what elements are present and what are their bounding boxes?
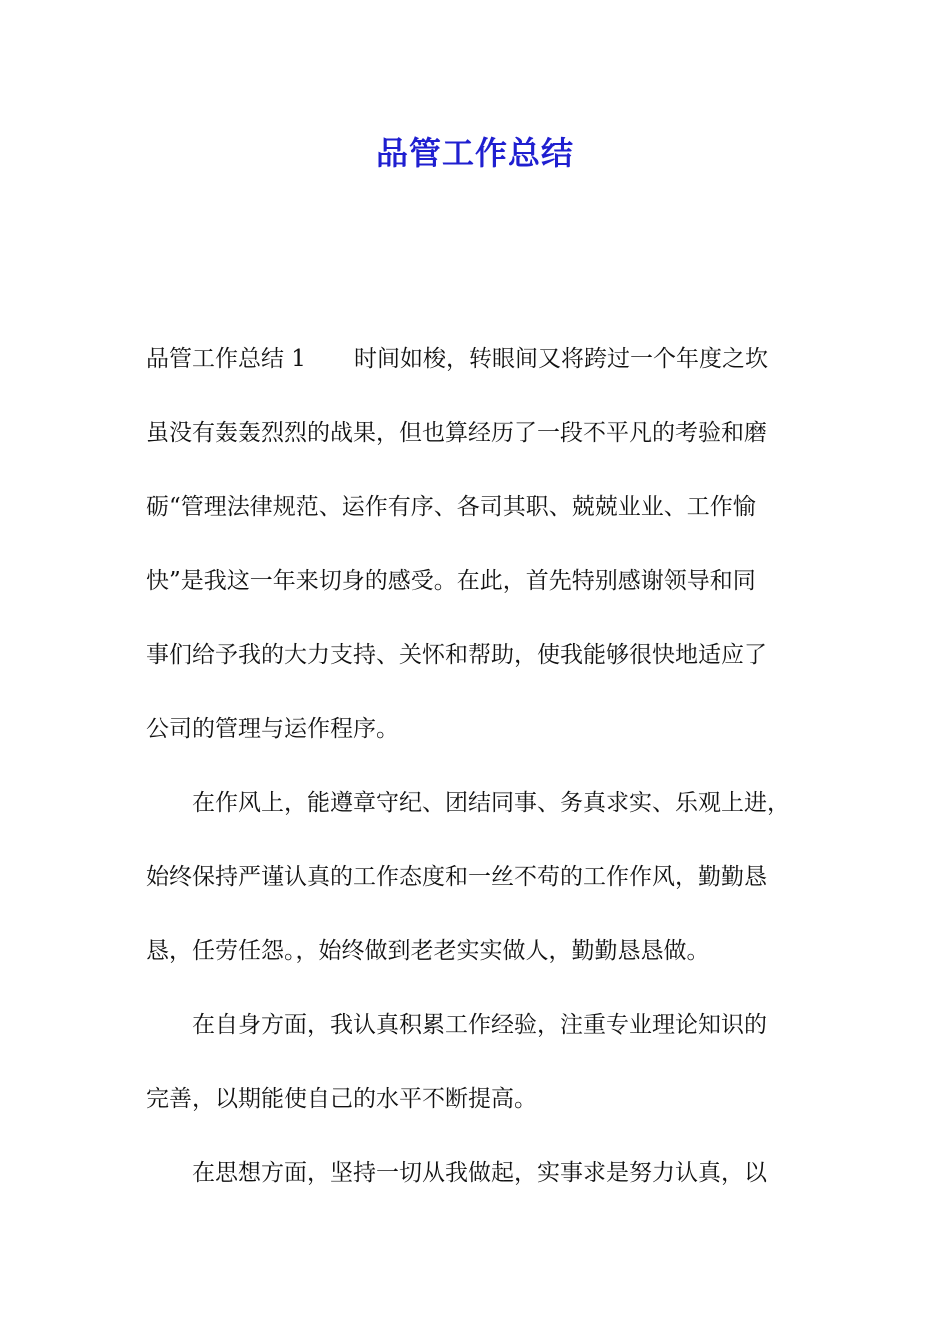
- text-line: [146, 335, 836, 409]
- document-body: [146, 335, 836, 1223]
- text-line: 公司的管理与运作程序。: [146, 716, 399, 742]
- text-line: 在作风上，能遵章守纪、团结同事、务真求实、乐观上进，: [192, 790, 790, 816]
- text-line: 完善，以期能使自己的水平不断提高。: [146, 1086, 537, 1112]
- text-line: 恳，任劳任怨。，始终做到老老实实做人，勤勤恳恳做。: [146, 938, 710, 964]
- line-text: 时间如梭，转眼间又将跨过一个年度之坎: [353, 346, 768, 372]
- text-line: 在自身方面，我认真积累工作经验，注重专业理论知识的: [192, 1012, 767, 1038]
- text-line: 在思想方面，坚持一切从我做起，实事求是努力认真，以: [192, 1160, 767, 1186]
- text-line: 虽没有轰轰烈烈的战果，但也算经历了一段不平凡的考验和磨: [146, 420, 767, 446]
- text-line: 始终保持严谨认真的工作态度和一丝不苟的工作作风，勤勤恳: [146, 864, 767, 890]
- text-line: 砺“管理法律规范、运作有序、各司其职、兢兢业业、工作愉: [146, 494, 756, 520]
- section-heading: 品管工作总结 1: [146, 346, 306, 372]
- text-line: 快”是我这一年来切身的感受。在此，首先特别感谢领导和同: [146, 568, 756, 594]
- text-line: 事们给予我的大力支持、关怀和帮助，使我能够很快地适应了: [146, 642, 767, 668]
- document-title: 品管工作总结: [375, 134, 574, 172]
